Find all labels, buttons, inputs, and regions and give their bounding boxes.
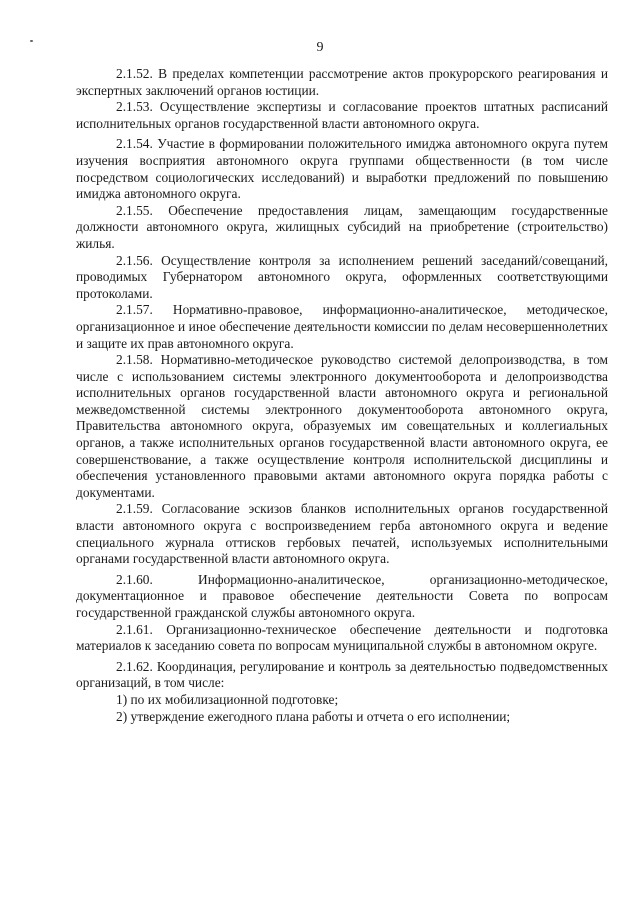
- clause-2-1-52: 2.1.52. В пределах компетенции рассмотрение актов прокурорского реагирования и экспертных заключений органов юстиции.: [76, 66, 608, 98]
- clause-2-1-60: 2.1.60. Информационно-аналитическое, организационно-методическое, документационное и правовое обеспечение деятельности Совета по вопросам государственной гражданской службы автономного округа.: [76, 571, 608, 620]
- document-body: [76, 66, 608, 725]
- list-item-1: 1) по их мобилизационной подготовке;: [116, 691, 339, 707]
- clause-2-1-57: 2.1.57. Нормативно-правовое, информационно-аналитическое, методическое, организационное и иное обеспечение деятельности комиссии по делам несовершеннолетних и защите их прав автономного округа.: [76, 302, 608, 351]
- page-number: 9: [316, 40, 324, 55]
- clause-2-1-55: 2.1.55. Обеспечение предоставления лицам, замещающим государственные должности автономного округа, жилищных субсидий на приобретение (строительство) жилья.: [76, 202, 608, 251]
- clause-2-1-59: 2.1.59. Согласование эскизов бланков исполнительных органов государственной власти автономного округа с воспроизведением герба автономного округа и ведение специального журнала оттисков гербовых печатей, используемых исполнительными органами государственной власти автономного округа.: [76, 501, 608, 567]
- clause-2-1-53: 2.1.53. Осуществление экспертизы и согласование проектов штатных расписаний исполнительных органов государственной власти автономного округа.: [76, 99, 608, 131]
- clause-2-1-56: 2.1.56. Осуществление контроля за исполнением решений заседаний/совещаний, проводимых Губернатором автономного округа, оформленных соответствующими протоколами.: [76, 252, 608, 301]
- list-item-2: 2) утверждение ежегодного плана работы и отчета о его исполнении;: [116, 708, 511, 724]
- clause-2-1-58: 2.1.58. Нормативно-методическое руководство системой делопроизводства, в том числе с использованием системы электронного документооборота и делопроизводства исполнительных органов государственной власти автономного округа и региональной межведомственной системы электронного документооборота автономного округа, Правительства автономного округа, образуемых им совещательных и коллегиальных органов, а также исполнительных органов государственной власти автономного округа, ее совершенствование, а также осуществление контроля исполнительской дисциплины и обеспечения установленного правовыми актами автономного округа порядка работы с документами.: [76, 352, 608, 500]
- clause-2-1-62: 2.1.62. Координация, регулирование и контроль за деятельностью подведомственных организаций, в том числе:: [76, 658, 608, 691]
- clause-2-1-54: 2.1.54. Участие в формировании положительного имиджа автономного округа путем изучения восприятия автономного округа группами общественности (в том числе посредством социологических исследований) и выработки предложений по повышению имиджа автономного округа.: [76, 136, 608, 202]
- clause-2-1-61: 2.1.61. Организационно-техническое обеспечение деятельности и подготовка материалов к заседанию совета по вопросам муниципальной службы в автономном округе.: [76, 621, 608, 654]
